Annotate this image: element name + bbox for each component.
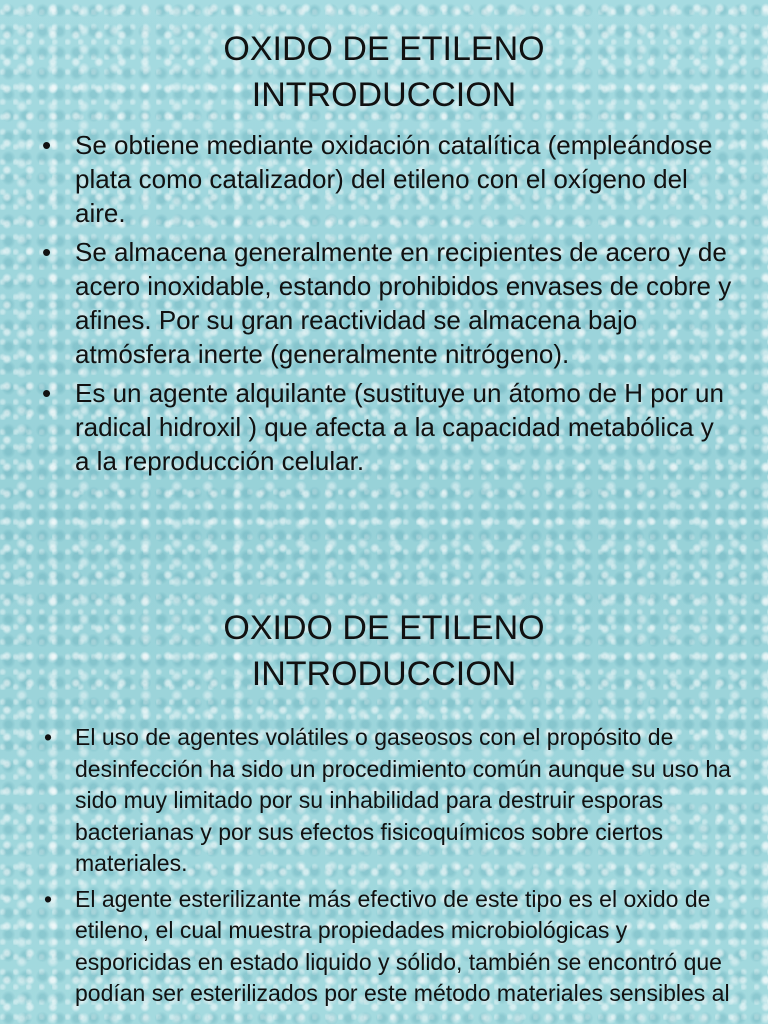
title-line-1: OXIDO DE ETILENO	[223, 609, 545, 647]
bullet-text: El agente esterilizante más efectivo de este tipo es el oxido de etileno, el cual muestra propiedades microbiológicas y esporicidas en estado liquido y sólido, también se encontró que podían ser esterilizados por este método materiales sensibles al	[75, 885, 730, 1006]
title-line-1: OXIDO DE ETILENO	[223, 30, 545, 68]
bullet-text: Se almacena generalmente en recipientes de acero y de acero inoxidable, estando prohibidos envases de cobre y afines. Por su gran reactividad se almacena bajo atmósfera inerte (generalmente nitrógeno).	[75, 237, 732, 369]
title-line-2: INTRODUCCION	[251, 76, 517, 114]
bullet-list	[0, 128, 768, 478]
bullet-list	[0, 722, 768, 1010]
bullet-text: Es un agente alquilante (sustituye un átomo de H por un radical hidroxil ) que afecta a la capacidad metabólica y a la reproducción celular.	[75, 378, 724, 476]
list-item	[0, 235, 768, 371]
slide-2	[0, 575, 768, 1024]
list-item	[0, 128, 768, 230]
title-line-2: INTRODUCCION	[251, 655, 517, 693]
bullet-text: El uso de agentes volátiles o gaseosos con el propósito de desinfección ha sido un procedimiento común aunque su uso ha sido muy limitado por su inhabilidad para destruir esporas bacterianas y por sus efectos fisicoquímicos sobre ciertos materiales.	[75, 724, 731, 876]
bullet-icon: •	[42, 130, 52, 160]
list-item	[0, 722, 768, 880]
slide-title	[0, 0, 768, 118]
list-item	[0, 376, 768, 478]
bullet-icon: •	[44, 885, 53, 912]
bullet-icon: •	[42, 237, 52, 267]
bullet-icon: •	[44, 724, 53, 750]
bullet-icon: •	[42, 378, 52, 408]
list-item	[0, 884, 768, 1010]
bullet-text: Se obtiene mediante oxidación catalítica (empleándose plata como catalizador) del etileno con el oxígeno del aire.	[75, 130, 713, 228]
slide-title	[0, 575, 768, 697]
